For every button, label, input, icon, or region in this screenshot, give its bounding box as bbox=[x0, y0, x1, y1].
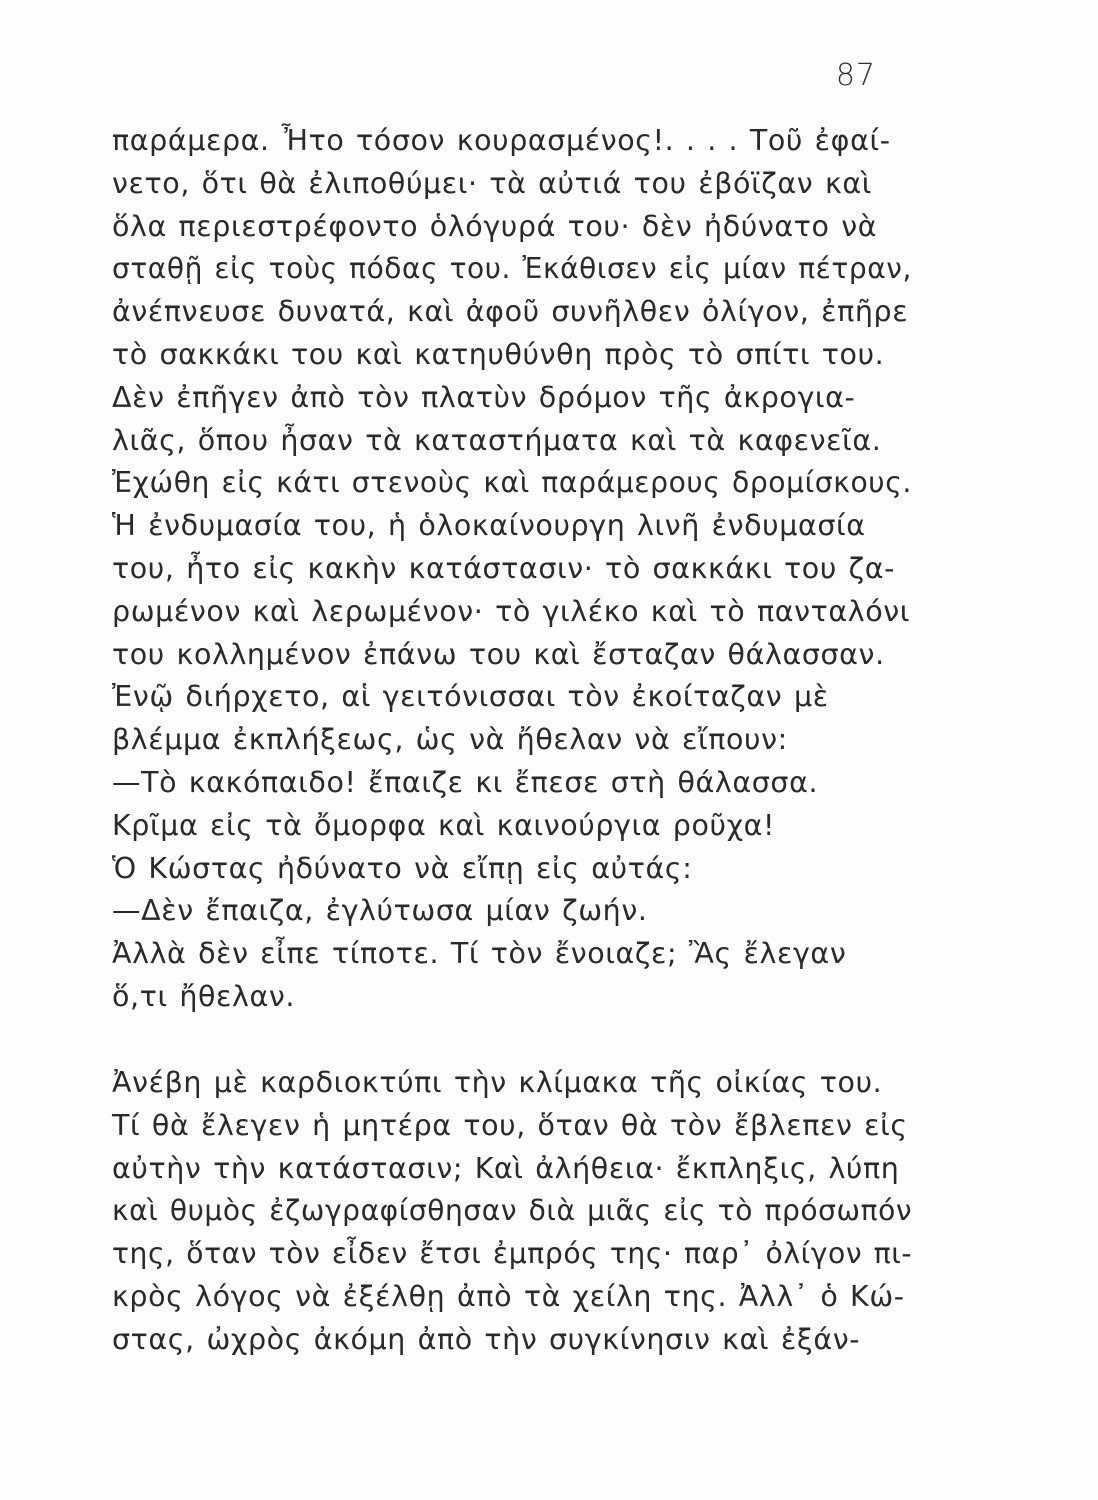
text-line: Ὁ Κώστας ἠδύνατο νὰ εἴπῃ εἰς αὐτάς: bbox=[112, 851, 693, 885]
text-line: παράμερα. Ἦτο τόσον κουρασμένος!. . . . Τοῦ ἐφαί- bbox=[112, 124, 891, 157]
text-line: σταθῇ εἰς τοὺς πόδας του. Ἐκάθισεν εἰς μίαν πέτραν, bbox=[112, 252, 913, 286]
text-line: της, ὅταν τὸν εἶδεν ἔτσι ἐμπρός της· παρ᾽ ὀλίγον πι- bbox=[112, 1237, 913, 1271]
text-line: ἀνέπνευσε δυνατά, καὶ ἀφοῦ συνῆλθεν ὀλίγον, ἐπῆρε bbox=[112, 295, 909, 329]
text-line: Ἀλλὰ δὲν εἶπε τίποτε. Τί τὸν ἔνοιαζε; Ἂς ἔλεγαν bbox=[112, 937, 847, 971]
dialog-line: —Δὲν ἔπαιζα, ἐγλύτωσα μίαν ζωήν. bbox=[112, 894, 648, 928]
text-line: του, ἦτο εἰς κακὴν κατάστασιν· τὸ σακκάκι του ζα- bbox=[112, 551, 895, 585]
text-line: αὐτὴν τὴν κατάστασιν; Καὶ ἀλήθεια· ἔκπληξις, λύπη bbox=[112, 1151, 900, 1185]
text-line: Ἡ ἐνδυμασία του, ἡ ὁλοκαίνουργη λινῆ ἐνδυμασία bbox=[112, 509, 866, 543]
text-line: του κολλημένον ἐπάνω του καὶ ἔσταζαν θάλασσαν. bbox=[112, 637, 885, 671]
text-line: ὅ,τι ἤθελαν. bbox=[112, 979, 296, 1013]
text-line: νετο, ὅτι θὰ ἐλιποθύμει· τὰ αὐτιά του ἐβόϊζαν καὶ bbox=[112, 166, 873, 200]
text-line: καὶ θυμὸς ἐζωγραφίσθησαν διὰ μιᾶς εἰς τὸ πρόσωπόν bbox=[112, 1194, 913, 1228]
text-line: στας, ὠχρὸς ἀκόμη ἀπὸ τὴν συγκίνησιν καὶ ἐξάν- bbox=[112, 1322, 861, 1356]
text-line: Ἀνέβη μὲ καρδιοκτύπι τὴν κλίμακα τῆς οἰκίας του. bbox=[112, 1066, 883, 1099]
dialog-line: —Τὸ κακόπαιδο! ἔπαιζε κι ἔπεσε στὴ θάλασσα. bbox=[112, 765, 819, 799]
text-line: Κρῖμα εἰς τὰ ὄμορφα καὶ καινούργια ροῦχα! bbox=[112, 808, 776, 842]
text-line: Ἐνῷ διήρχετο, αἱ γειτόνισσαι τὸν ἐκοίταζαν μὲ bbox=[112, 680, 829, 714]
text-line: τὸ σακκάκι του καὶ κατηυθύνθη πρὸς τὸ σπίτι του. bbox=[112, 337, 885, 371]
text-line: Ἐχώθη εἰς κάτι στενοὺς καὶ παράμερους δρομίσκους. bbox=[112, 466, 912, 500]
paragraph-1 bbox=[112, 120, 912, 1019]
text-line: ρωμένον καὶ λερωμένον· τὸ γιλέκο καὶ τὸ πανταλόνι bbox=[112, 594, 911, 628]
text-line: Τί θὰ ἔλεγεν ἡ μητέρα του, ὅταν θὰ τὸν ἔβλεπεν εἰς bbox=[112, 1108, 908, 1142]
text-line: βλέμμα ἐκπλήξεως, ὡς νὰ ἤθελαν νὰ εἴπουν: bbox=[112, 723, 788, 757]
page-number: 87 bbox=[835, 58, 876, 93]
text-line: Δὲν ἐπῆγεν ἀπὸ τὸν πλατὺν δρόμον τῆς ἀκρογια- bbox=[112, 380, 856, 414]
text-line: κρὸς λόγος νὰ ἐξέλθῃ ἀπὸ τὰ χείλη της. Ἀλλ᾽ ὁ Κώ- bbox=[112, 1279, 905, 1313]
text-line: ὅλα περιεστρέφοντο ὁλόγυρά του· δὲν ἠδύνατο νὰ bbox=[112, 209, 878, 243]
text-line: λιᾶς, ὅπου ἦσαν τὰ καταστήματα καὶ τὰ καφενεῖα. bbox=[112, 423, 882, 457]
paragraph-2 bbox=[112, 1062, 912, 1362]
